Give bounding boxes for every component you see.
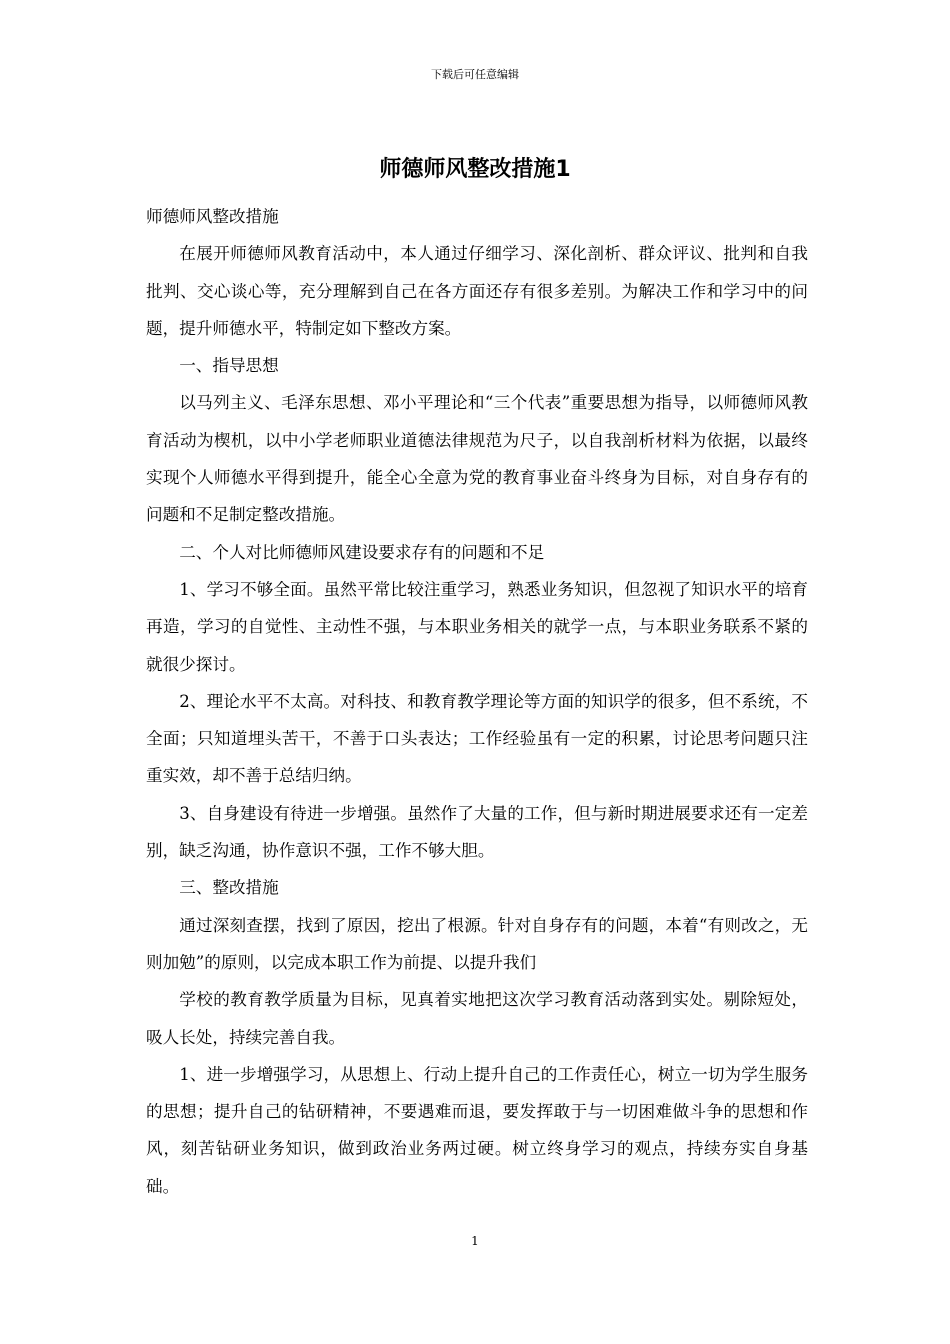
paragraph-measures-goal: 学校的教育教学质量为目标，见真着实地把这次学习教育活动落到实处。剔除短处，吸人长处，持续完善自我。 <box>146 990 808 1047</box>
document-body <box>146 198 808 1205</box>
paragraph-measures-intro: 通过深刻查摆，找到了原因，挖出了根源。针对自身存有的问题，本着“有则改之，无则加勉”的原则，以完成本职工作为前提、以提升我们 <box>146 915 808 972</box>
paragraph-problem-2: 2、理论水平不太高。对科技、和教育教学理论等方面的知识学的很多，但不系统，不全面；只知道埋头苦干，不善于口头表达；工作经验虽有一定的积累，讨论思考问题只注重实效，却不善于总结归纳。 <box>146 691 808 786</box>
section-heading-guiding-thought: 一、指导思想 <box>179 356 279 376</box>
page-number: 1 <box>471 1234 479 1248</box>
section-heading-problems: 二、个人对比师德师风建设要求存有的问题和不足 <box>179 542 545 562</box>
document-subtitle: 师德师风整改措施 <box>146 207 279 226</box>
paragraph-intro: 在展开师德师风教育活动中，本人通过仔细学习、深化剖析、群众评议、批判和自我批判、交心谈心等，充分理解到自己在各方面还存有很多差别。为解决工作和学习中的问题，提升师德水平，特制定如下整改方案。 <box>146 244 808 338</box>
paragraph-problem-3: 3、自身建设有待进一步增强。虽然作了大量的工作，但与新时期进展要求还有一定差别，缺乏沟通，协作意识不强，工作不够大胆。 <box>146 803 808 861</box>
document-title: 师德师风整改措施1 <box>379 157 571 182</box>
page-header-note: 下载后可任意编辑 <box>431 68 519 81</box>
paragraph-measure-1: 1、进一步增强学习，从思想上、行动上提升自己的工作责任心，树立一切为学生服务的思想；提升自己的钻研精神，不要遇难而退，要发挥敢于与一切困难做斗争的思想和作风，刻苦钻研业务知识，做到政治业务两过硬。树立终身学习的观点，持续夯实自身基础。 <box>146 1064 808 1196</box>
paragraph-problem-1: 1、学习不够全面。虽然平常比较注重学习，熟悉业务知识，但忽视了知识水平的培育再造，学习的自觉性、主动性不强，与本职业务相关的就学一点，与本职业务联系不紧的就很少探讨。 <box>146 579 808 674</box>
section-heading-measures: 三、整改措施 <box>179 878 279 898</box>
paragraph-guiding-thought: 以马列主义、毛泽东思想、邓小平理论和“三个代表”重要思想为指导，以师德师风教育活动为楔机，以中小学老师职业道德法律规范为尺子，以自我剖析材料为依据，以最终实现个人师德水平得到提升，能全心全意为党的教育事业奋斗终身为目标，对自身存有的问题和不足制定整改措施。 <box>146 393 808 525</box>
